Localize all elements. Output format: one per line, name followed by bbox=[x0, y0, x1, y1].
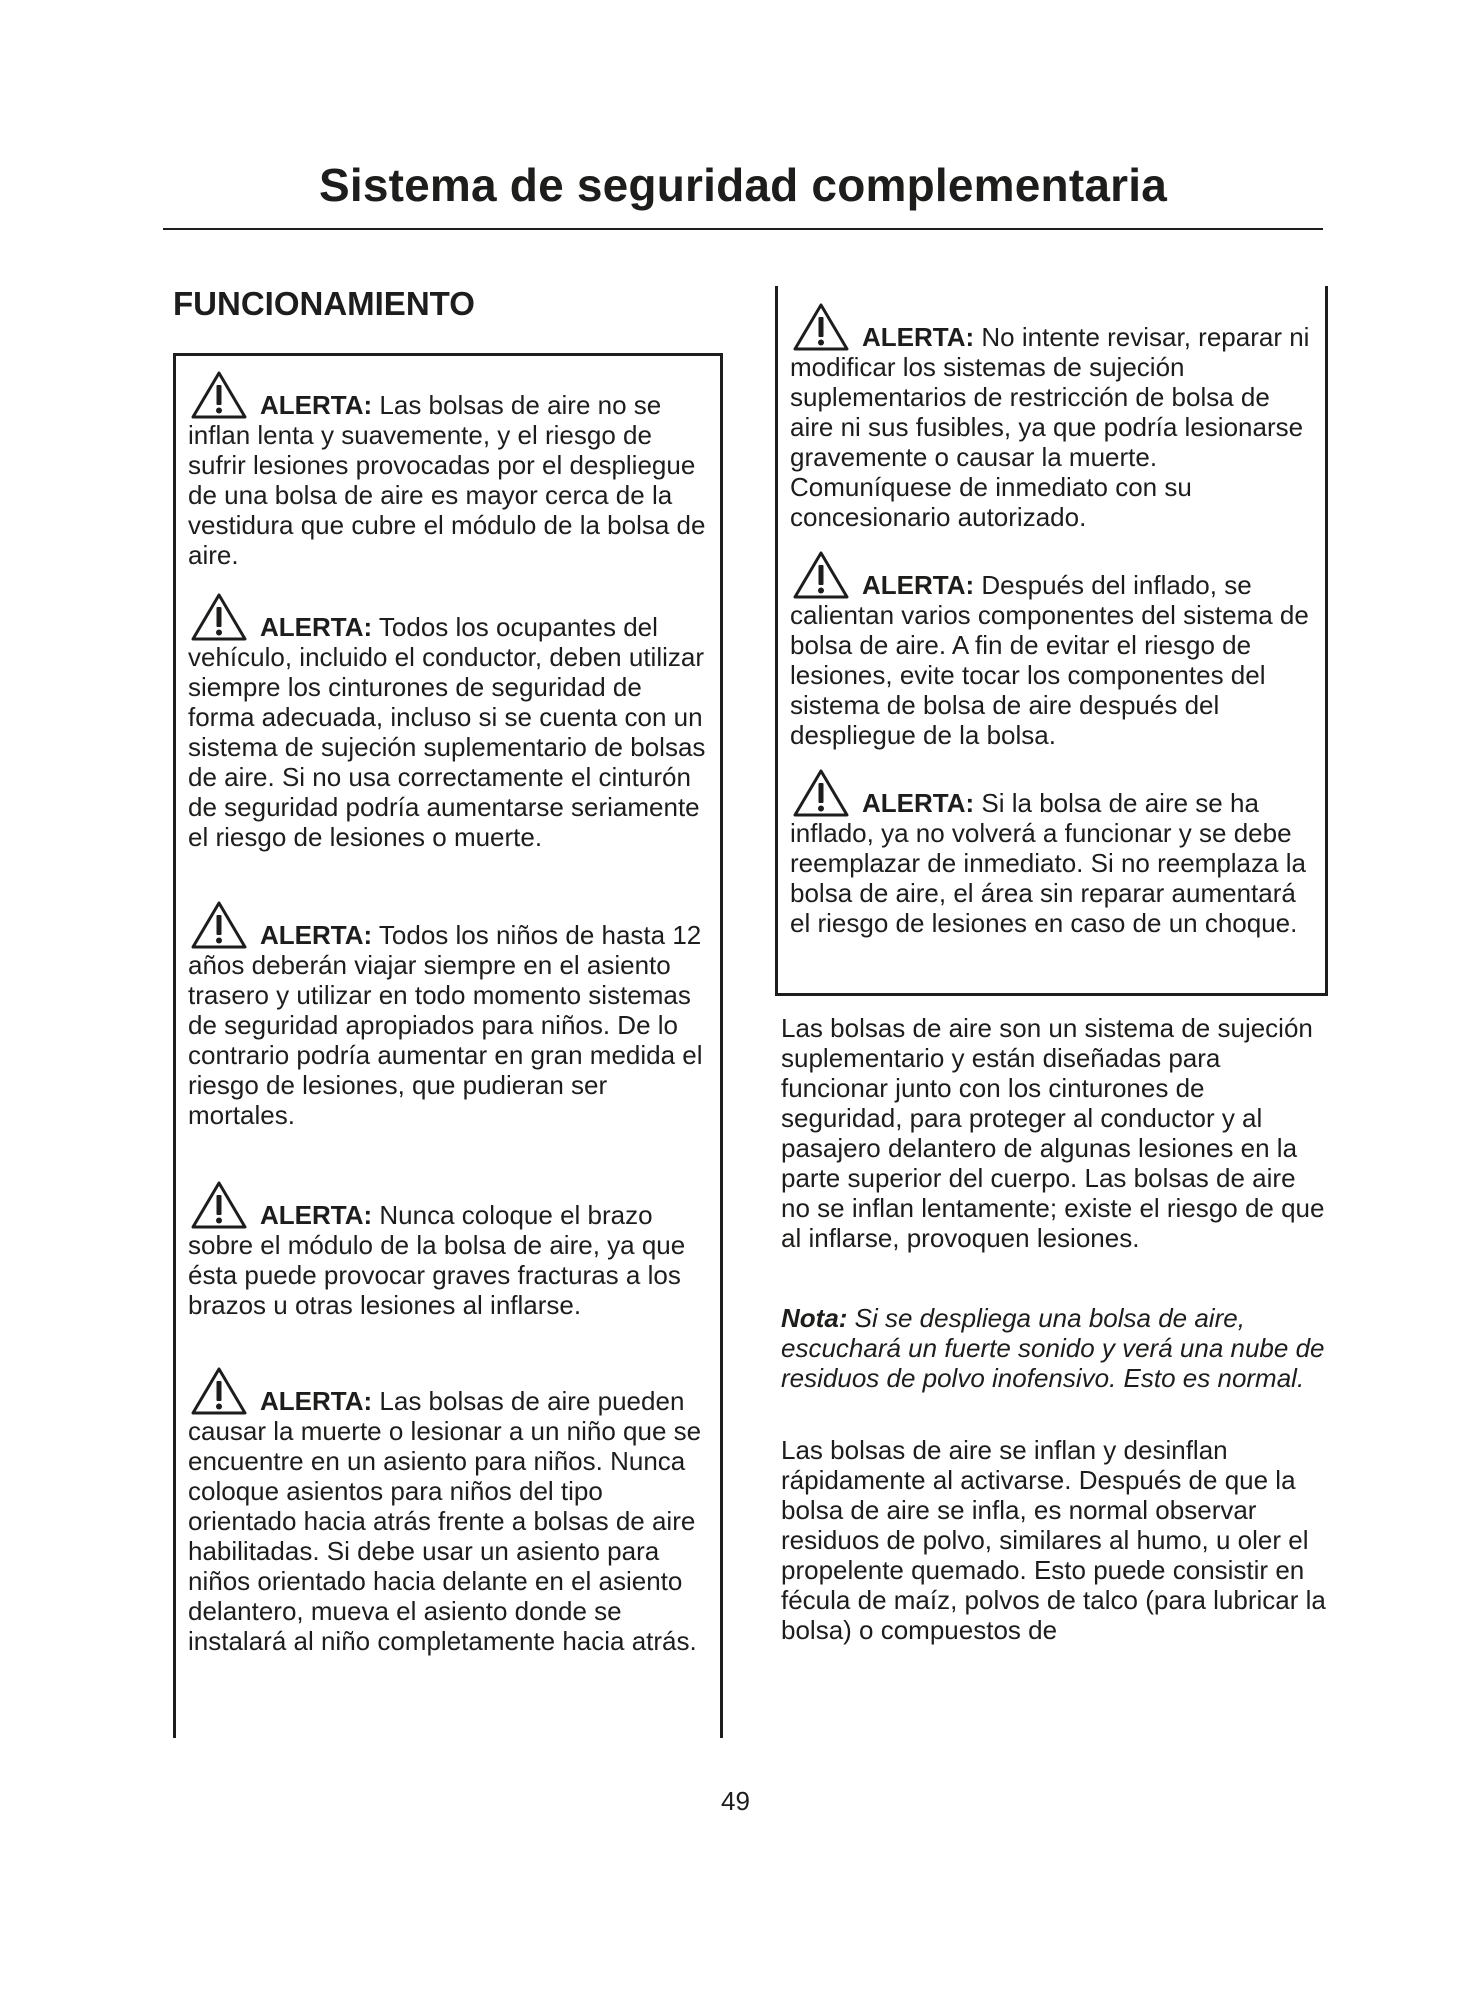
note-label: Nota: bbox=[781, 1303, 848, 1333]
warning-label: ALERTA: bbox=[260, 390, 373, 420]
warning-text: Si la bolsa de aire se ha inflado, ya no volverá a funcionar y se debe reemplazar de inmediato. Si no reemplaza la bolsa de aire, el área sin reparar aumentará el riesgo de lesiones en caso de un choque. bbox=[790, 788, 1306, 938]
warning-triangle-icon bbox=[190, 1180, 248, 1230]
body-paragraph: Las bolsas de aire se inflan y desinflan rápidamente al activarse. Después de que la bolsa de aire se infla, es normal observar residuos de polvo, similares al humo, u oler el propelente quemado. Esto puede consistir en fécula de maíz, polvos de talco (para lubricar la bolsa) o compuestos de bbox=[781, 1435, 1326, 1645]
warning-triangle-icon bbox=[792, 768, 850, 818]
warning-label: ALERTA: bbox=[260, 1200, 373, 1230]
warning-text: Todos los ocupantes del vehículo, incluido el conductor, deben utilizar siempre los cinturones de seguridad de forma adecuada, incluso si se cuenta con un sistema de sujeción suplementario de bolsas de aire. Si no usa correctamente el cinturón de seguridad podría aumentarse seriamente el riesgo de lesiones o muerte. bbox=[188, 612, 706, 852]
warning-triangle-icon bbox=[792, 302, 850, 352]
body-paragraph: Las bolsas de aire son un sistema de sujeción suplementario y están diseñadas para funcionar junto con los cinturones de seguridad, para proteger al conductor y al pasajero delantero de algunas lesiones en la parte superior del cuerpo. Las bolsas de aire no se inflan lentamente; existe el riesgo de que al inflarse, provoquen lesiones. bbox=[781, 1013, 1325, 1253]
warning-label: ALERTA: bbox=[260, 920, 373, 950]
warning-box-right bbox=[775, 286, 1328, 996]
warning-text: Después del inflado, se calientan varios componentes del sistema de bolsa de aire. A fin de evitar el riesgo de lesiones, evite tocar los componentes del sistema de bolsa de aire después del despliegue de la bolsa. bbox=[790, 570, 1309, 750]
warning-item bbox=[188, 592, 713, 852]
warning-triangle-icon bbox=[190, 1366, 248, 1416]
warning-triangle-icon bbox=[190, 370, 248, 420]
warning-triangle-icon bbox=[190, 900, 248, 950]
page-number: 49 bbox=[721, 1786, 750, 1816]
warning-text: Nunca coloque el brazo sobre el módulo de la bolsa de aire, ya que ésta puede provocar graves fracturas a los brazos u otras lesiones al inflarse. bbox=[188, 1200, 686, 1320]
warning-text: Las bolsas de aire no se inflan lenta y suavemente, y el riesgo de sufrir lesiones provocadas por el despliegue de una bolsa de aire es mayor cerca de la vestidura que cubre el módulo de la bolsa de aire. bbox=[188, 390, 706, 570]
warning-label: ALERTA: bbox=[260, 1386, 373, 1416]
warning-triangle-icon bbox=[792, 550, 850, 600]
section-heading: FUNCIONAMIENTO bbox=[173, 285, 475, 322]
warning-item bbox=[188, 370, 713, 570]
note-paragraph bbox=[781, 1303, 1331, 1393]
warning-triangle-icon bbox=[190, 592, 248, 642]
warning-text: Las bolsas de aire pueden causar la muerte o lesionar a un niño que se encuentre en un asiento para niños. Nunca coloque asientos para niños del tipo orientado hacia atrás frente a bolsas de aire habilitadas. Si debe usar un asiento para niños orientado hacia delante en el asiento delantero, mueva el asiento donde se instalará al niño completamente hacia atrás. bbox=[188, 1386, 702, 1656]
warning-label: ALERTA: bbox=[862, 322, 975, 352]
page-title: Sistema de seguridad complementaria bbox=[318, 159, 1168, 211]
warning-text: No intente revisar, reparar ni modificar los sistemas de sujeción suplementarios de restricción de bolsa de aire ni sus fusibles, ya que podría lesionarse gravemente o causar la muerte. Comuníquese de inmediato con su concesionario autorizado. bbox=[790, 322, 1310, 532]
warning-label: ALERTA: bbox=[862, 788, 975, 818]
warning-item bbox=[188, 900, 713, 1130]
warning-text: Todos los niños de hasta 12 años deberán viajar siempre en el asiento trasero y utilizar en todo momento sistemas de seguridad apropiados para niños. De lo contrario podría aumentar en gran medida el riesgo de lesiones, que pudieran ser mortales. bbox=[188, 920, 703, 1130]
note-text: Si se despliega una bolsa de aire, escuchará un fuerte sonido y verá una nube de residuos de polvo inofensivo. Esto es normal. bbox=[781, 1303, 1325, 1393]
warning-item bbox=[790, 302, 1320, 532]
warning-item bbox=[790, 768, 1320, 938]
title-divider bbox=[163, 228, 1323, 230]
warning-item bbox=[188, 1180, 713, 1320]
warning-box-left bbox=[173, 353, 723, 1738]
warning-item bbox=[790, 550, 1320, 750]
warning-label: ALERTA: bbox=[862, 570, 975, 600]
warning-label: ALERTA: bbox=[260, 612, 373, 642]
warning-item bbox=[188, 1366, 713, 1656]
